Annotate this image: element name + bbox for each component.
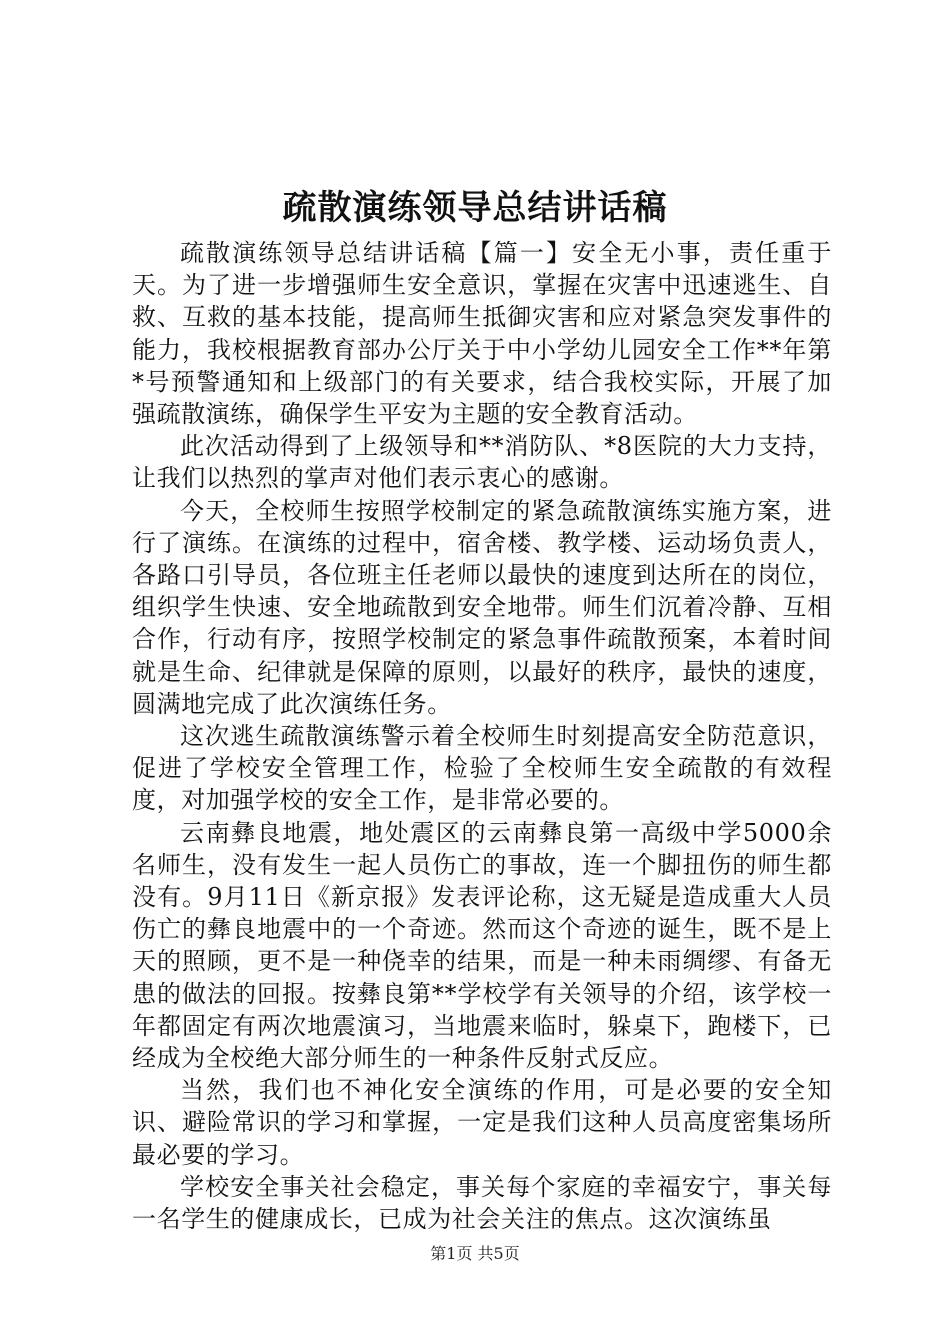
page-number-footer: 第1页 共5页 [430,1244,520,1263]
paragraph-2: 此次活动得到了上级领导和**消防队、*8医院的大力支持，让我们以热烈的掌声对他们表示衷心的感谢。 [132,432,832,493]
paragraph-4: 这次逃生疏散演练警示着全校师生时刻提高安全防范意识，促进了学校安全管理工作，检验了全校师生安全疏散的有效程度，对加强学校的安全工作，是非常必要的。 [132,722,832,815]
paragraph-7: 学校安全事关社会稳定，事关每个家庭的幸福安宁，事关每一名学生的健康成长，已成为社会关注的焦点。这次演练虽 [132,1172,832,1234]
document-body [132,237,832,1235]
paragraph-1: 疏散演练领导总结讲话稿【篇一】安全无小事，责任重于天。为了进一步增强师生安全意识，掌握在灾害中迅速逃生、自救、互救的基本技能，提高师生抵御灾害和应对紧急突发事件的能力，我校根据教育部办公厅关于中小学幼儿园安全工作**年第*号预警通知和上级部门的有关要求，结合我校实际，开展了加强疏散演练，确保学生平安为主题的安全教育活动。 [132,239,832,429]
paragraph-6: 当然，我们也不神化安全演练的作用，可是必要的安全知识、避险常识的学习和掌握，一定是我们这种人员高度密集场所最必要的学习。 [132,1076,832,1169]
document-title: 疏散演练领导总结讲话稿 [282,188,668,228]
paragraph-3: 今天，全校师生按照学校制定的紧急疏散演练实施方案，进行了演练。在演练的过程中，宿舍楼、教学楼、运动场负责人，各路口引导员，各位班主任老师以最快的速度到达所在的岗位，组织学生快速、安全地疏散到安全地带。师生们沉着冷静、互相合作，行动有序，按照学校制定的紧急事件疏散预案，本着时间就是生命、纪律就是保障的原则，以最好的秩序，最快的速度，圆满地完成了此次演练任务。 [132,496,832,718]
paragraph-5: 云南彝良地震，地处震区的云南彝良第一高级中学5000余名师生，没有发生一起人员伤亡的事故，连一个脚扭伤的师生都没有。9月11日《新京报》发表评论称，这无疑是造成重大人员伤亡的彝良地震中的一个奇迹。然而这个奇迹的诞生，既不是上天的照顾，更不是一种侥幸的结果，而是一种未雨绸缪、有备无患的做法的回报。按彝良第**学校学有关领导的介绍，该学校一年都固定有两次地震演习，当地震来临时，躲桌下，跑楼下，已经成为全校绝大部分师生的一种条件反射式反应。 [132,818,832,1073]
